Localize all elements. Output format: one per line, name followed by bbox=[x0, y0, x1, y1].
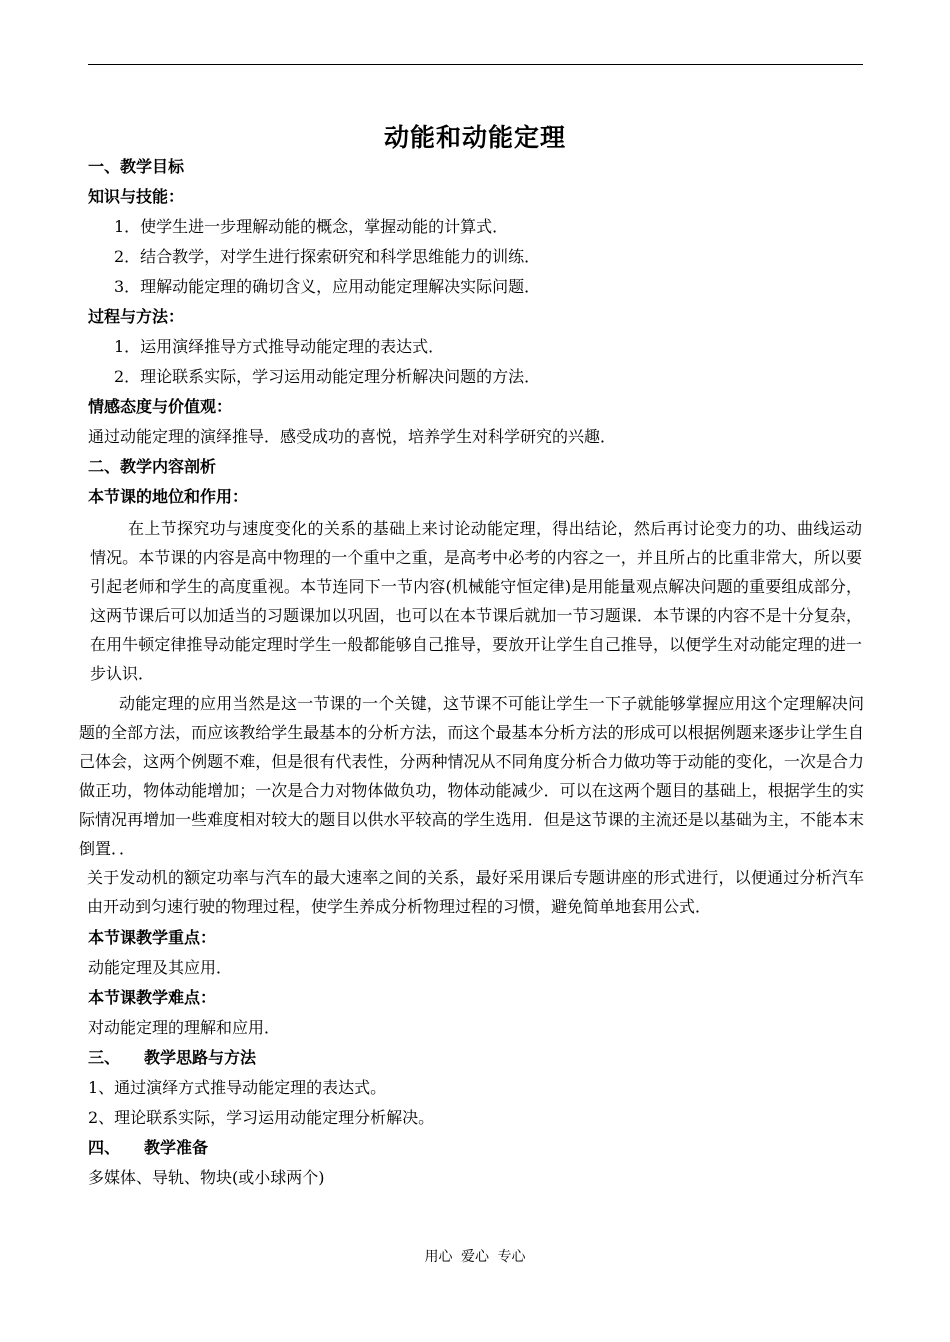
process-item: 1．运用演绎推导方式推导动能定理的表达式． bbox=[114, 337, 445, 356]
section-2-heading: 二、教学内容剖析 bbox=[88, 457, 217, 476]
paragraph-engine-power: 关于发动机的额定功率与汽车的最大速率之间的关系，最好采用课后专题讲座的形式进行，以便通过分析汽车由开动到匀速行驶的物理过程，使学生养成分析物理过程的习惯，避免简单地套用公式． bbox=[87, 868, 864, 916]
section-4-heading: 四、 教学准备 bbox=[88, 1138, 209, 1157]
section-1-heading: 一、教学目标 bbox=[88, 157, 185, 176]
page-footer: 用心 爱心 专心 bbox=[424, 1249, 526, 1265]
difficulty-text: 对动能定理的理解和应用． bbox=[88, 1018, 281, 1037]
paragraph-role: 在上节探究功与速度变化的关系的基础上来讨论动能定理，得出结论，然后再讨论变力的功、曲线运动情况。本节课的内容是高中物理的一个重中之重，是高考中必考的内容之一，并且所占的比重非常大，所以要引起老师和学生的高度重视。本节连同下一节内容(机械能守恒定律)是用能量观点解决问题的重要组成部分，这两节课后可以加适当的习题课加以巩固，也可以在本节课后就加一节习题课．本节课的内容不是十分复杂，在用牛顿定律推导动能定理时学生一般都能够自己推导，要放开让学生自己推导，以便学生对动能定理的进一步认识． bbox=[90, 519, 862, 683]
knowledge-heading: 知识与技能： bbox=[88, 187, 185, 206]
process-item: 2．理论联系实际，学习运用动能定理分析解决问题的方法． bbox=[114, 367, 541, 386]
role-heading: 本节课的地位和作用： bbox=[88, 487, 249, 506]
knowledge-item: 3．理解动能定理的确切含义，应用动能定理解决实际问题． bbox=[114, 277, 541, 296]
key-point-text: 动能定理及其应用． bbox=[88, 958, 233, 977]
method-item: 2、理论联系实际，学习运用动能定理分析解决。 bbox=[88, 1108, 435, 1127]
header-rule bbox=[88, 64, 863, 65]
document-title: 动能和动能定理 bbox=[383, 123, 566, 152]
emotion-text: 通过动能定理的演绎推导．感受成功的喜悦，培养学生对科学研究的兴趣． bbox=[88, 427, 617, 446]
knowledge-item: 1．使学生进一步理解动能的概念，掌握动能的计算式． bbox=[114, 217, 509, 236]
paragraph-application: 动能定理的应用当然是这一节课的一个关键，这节课不可能让学生一下子就能够掌握应用这个定理解决问题的全部方法，而应该教给学生最基本的分析方法，而这个最基本分析方法的形成可以根据例题来逐步让学生自己体会，这两个例题不难，但是很有代表性，分两种情况从不同角度分析合力做功等于动能的变化，一次是合力做正功，物体动能增加；一次是合力对物体做负功，物体动能减少．可以在这两个题目的基础上，根据学生的实际情况再增加一些难度相对较大的题目以供水平较高的学生选用．但是这节课的主流还是以基础为主，不能本末倒置．． bbox=[79, 694, 864, 858]
key-point-heading: 本节课教学重点： bbox=[88, 928, 217, 947]
document-body bbox=[79, 152, 864, 1193]
method-item: 1、通过演绎方式推导动能定理的表达式。 bbox=[88, 1078, 387, 1097]
difficulty-heading: 本节课教学难点： bbox=[88, 988, 217, 1007]
emotion-heading: 情感态度与价值观： bbox=[88, 397, 233, 416]
section-3-heading: 三、 教学思路与方法 bbox=[88, 1048, 257, 1067]
knowledge-item: 2．结合教学，对学生进行探索研究和科学思维能力的训练． bbox=[114, 247, 541, 266]
process-heading: 过程与方法： bbox=[88, 307, 185, 326]
preparation-text: 多媒体、导轨、物块(或小球两个) bbox=[88, 1168, 325, 1187]
